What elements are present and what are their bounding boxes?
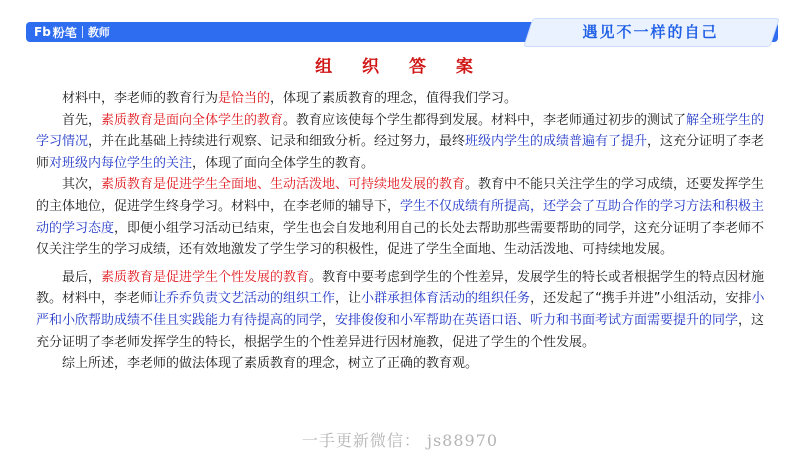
text-segment: 首先， [62, 112, 102, 128]
text-segment: 。教育中不能只关注学生的学习成绩，还要发挥学生的主体地位，促进学生终身学习。材料中，在李老师的辅导下， [36, 177, 765, 214]
blue-highlight: 安排俊俊和小军帮助在英语口语、听力和书面考试方面需要提升的同学 [335, 312, 739, 328]
text-segment: ，这充分证明了李老师发挥学生的特长，根据学生的个性差异进行因材施教，促进了学生的个性发展。 [36, 312, 765, 350]
text-segment: ，让 [335, 291, 362, 307]
answer-body [36, 88, 776, 375]
text-segment: 材料中，李老师的教育行为 [62, 91, 219, 106]
paragraph [36, 110, 776, 175]
paragraph [36, 353, 776, 375]
watermark-text: 一手更新微信： js88970 [301, 431, 499, 450]
blue-highlight: 班级内学生的成绩普遍有了提升 [465, 134, 648, 150]
blue-highlight: 小群承担体育活动的组织任务 [361, 291, 531, 307]
logo-divider [82, 26, 83, 38]
blue-highlight: 小严和小欣帮助成绩不佳且实践能力有待提高的同学 [36, 291, 765, 328]
red-highlight: 是恰当的 [218, 91, 271, 106]
text-segment: ，体现了素质教育的理念，值得我们学习。 [270, 91, 518, 106]
header [0, 0, 800, 46]
text-segment: 其次， [62, 177, 102, 193]
text-segment: 。教育应该使每个学生都得到发展。材料中，李老师通过初步的测试了 [283, 112, 687, 128]
text-segment: ，即便小组学习活动已结束，学生也会自发地利用自己的长处去帮助那些需要帮助的同学，这充分证明了李老师不仅关注学生的学习成绩，还有效地激发了学生学习的积极性，促进了学生全面地、生动活泼地、可持续地发展。 [36, 220, 765, 258]
blue-highlight: 学生不仅成绩有所提高，还学会了互助合作的学习方法和积极主动的学习态度 [36, 198, 765, 236]
text-segment: ，这充分证明了李老师 [36, 134, 765, 171]
blue-highlight: 解全班学生的学习情况 [36, 112, 765, 150]
logo-mark: Fb [34, 25, 51, 39]
paragraph [36, 267, 776, 353]
blue-highlight: 对班级内每位学生的关注 [49, 155, 193, 171]
text-segment: 。教育中要考虑到学生的个性差异，发展学生的特长或者根据学生的特点因材施教。材料中，李老师 [36, 269, 765, 307]
brand-logo [26, 22, 116, 42]
slogan-text: 遇见不一样的自己 [582, 23, 719, 41]
text-segment: ， [322, 312, 336, 328]
paragraph [36, 174, 776, 260]
text-segment: ，还发起了“携手并进”小组活动，安排 [530, 291, 752, 307]
text-segment: 综上所述，李老师的做法体现了素质教育的理念，树立了正确的教育观。 [62, 356, 479, 372]
role-label: 教师 [87, 26, 110, 39]
red-highlight: 素质教育是面向全体学生的教育 [101, 112, 284, 128]
paragraph [36, 88, 776, 110]
text-segment: ，并在此基础上持续进行观察、记录和细致分析。经过努力，最终 [88, 134, 466, 150]
text-segment: 最后， [62, 269, 102, 285]
red-highlight: 素质教育是促进学生个性发展的教育 [101, 269, 310, 285]
red-highlight: 素质教育是促进学生全面地、生动活泼地、可持续地发展的教育 [101, 177, 466, 193]
text-segment: ，体现了面向全体学生的教育。 [192, 155, 375, 171]
page-title: 组 织 答 案 [315, 57, 485, 77]
blue-highlight: 让乔乔负责文艺活动的组织工作 [153, 291, 336, 307]
logo-text: 粉笔 [52, 25, 77, 40]
